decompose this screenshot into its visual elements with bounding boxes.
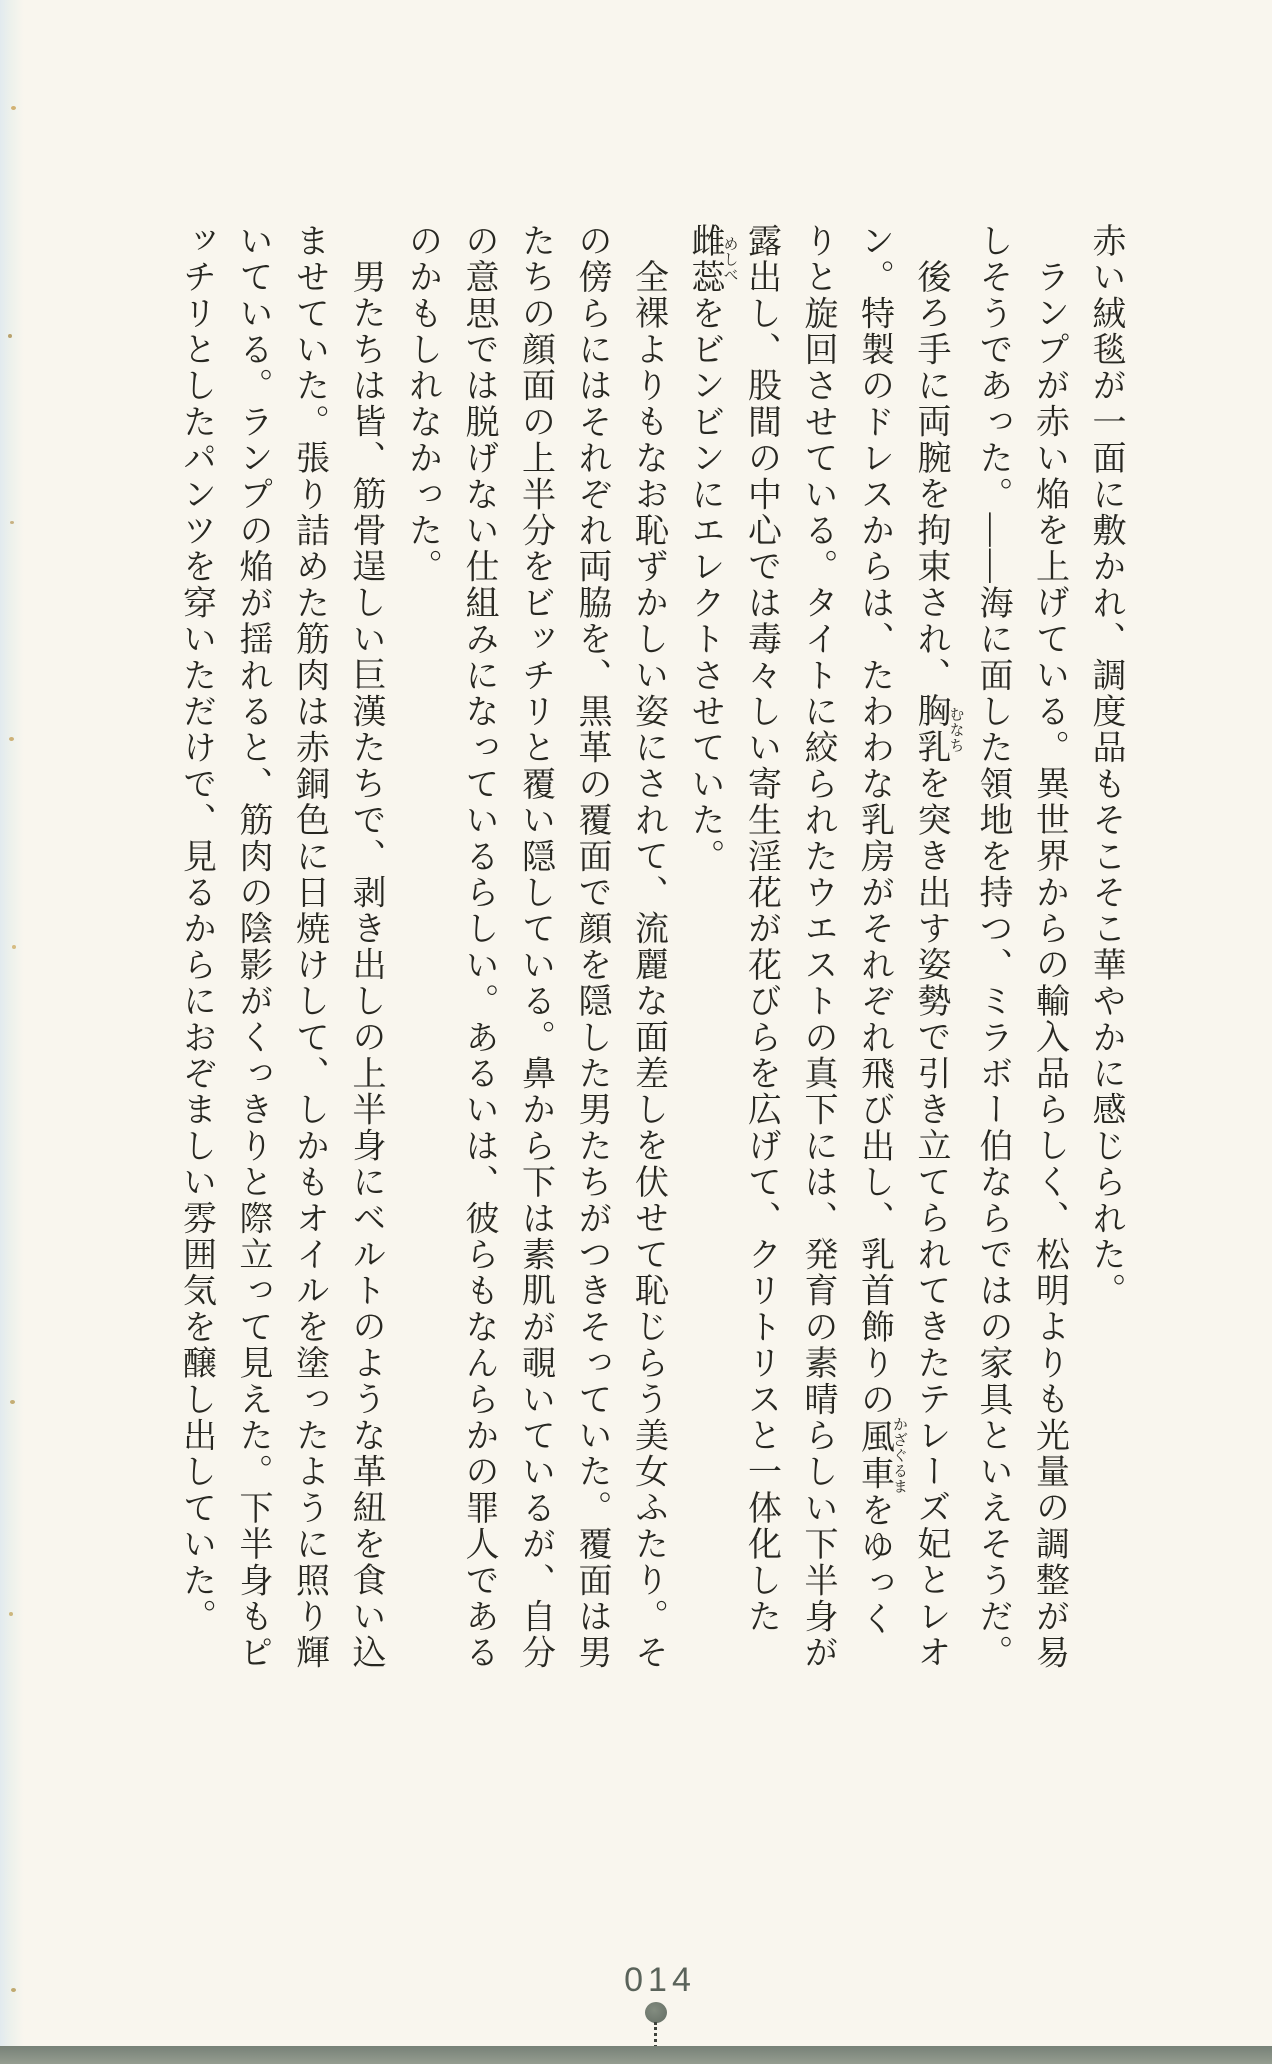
paragraph: 後ろ手に両腕を拘束され、胸乳むなちを突き出す姿勢で引き立てられてきたテレーズ妃とレオン。特製のドレスからは、たわわな乳房がそれぞれ飛び出し、乳首飾りの風車かざぐるまをゆっくりと旋回させている。タイトに絞られたウエストの真下には、発育の素晴らしい下半身が露出し、股間の中心では毒々しい寄生淫花が花びらを広げて、クリトリスと一体化した雌蕊めしべをビンビンにエレクトさせていた。: [686, 223, 964, 1671]
body-text: [167, 223, 1133, 1671]
furigana-word: 雌蕊めしべ: [686, 223, 738, 296]
scan-speck: [10, 1400, 15, 1404]
paragraph: ランプが赤い焔を上げている。異世界からの輸入品らしく、松明よりも光量の調整が易しそうであった。――海に面した領地を持つ、ミラボー伯ならではの家具といえそうだ。: [974, 223, 1068, 1671]
furigana-word: 胸乳むなち: [912, 693, 964, 766]
scan-speck: [10, 521, 14, 524]
paragraph: 全裸よりもなお恥ずかしい姿にされて、流麗な面差しを伏せて恥じらう美女ふたり。その傍らにはそれぞれ両脇を、黒革の覆面で顔を隠した男たちがつきそっていた。覆面は男たちの顔面の上半分をビッチリと覆い隠している。鼻から下は素肌が覗いているが、自分の意思では脱げない仕組みになっているらしい。あるいは、彼らもなんらかの罪人であるのかもしれなかった。: [403, 223, 667, 1671]
scan-speck: [9, 737, 14, 741]
pin-circle-icon: [645, 2002, 667, 2023]
paragraph: 赤い絨毯が一面に敷かれ、調度品もそこそこ華やかに感じられた。: [1087, 223, 1124, 1309]
page-edge: [0, 0, 24, 2064]
scan-speck: [11, 106, 16, 110]
scan-speck: [12, 945, 16, 949]
scan-speck: [11, 1988, 16, 1992]
pin-dotted-line-icon: [654, 2022, 657, 2048]
bottom-scan-band: [0, 2046, 1272, 2064]
paragraph: 男たちは皆、筋骨逞しい巨漢たちで、剥き出しの上半身にベルトのような革紐を食い込ませていた。張り詰めた筋肉は赤銅色に日焼けして、しかもオイルを塗ったように照り輝いている。ランプの焔が揺れると、筋肉の陰影がくっきりと際立って見えた。下半身もピッチリとしたパンツを穿いただけで、見るからにおぞましい雰囲気を醸し出していた。: [177, 223, 384, 1671]
page-number: 014: [624, 1961, 696, 1999]
furigana-word: 風車かざぐるま: [855, 1416, 907, 1494]
scan-speck: [8, 334, 12, 338]
scan-speck: [9, 1612, 13, 1616]
scan-speck: [8, 1157, 12, 1160]
